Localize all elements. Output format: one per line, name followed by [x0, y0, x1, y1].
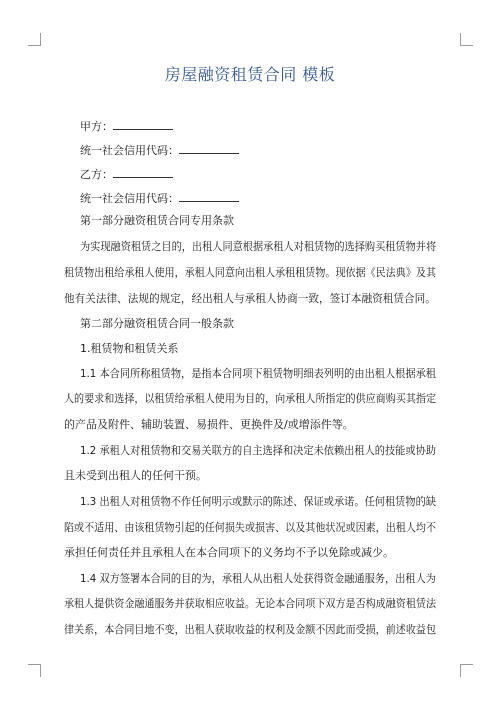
p14-line3: 律关系，本合同目地不变，出租人获取收益的权利及金额不因此而受损，前述收益包	[64, 623, 436, 636]
crop-mark-top-left	[28, 33, 41, 46]
p12-line2: 且未受到出租人的任何干预。	[64, 469, 207, 482]
part1-p1-line2: 租赁物出租给承租人使用，承租人同意向出租人承租租赁物。现依据《民法典》及其	[64, 266, 436, 279]
p13-line3: 承担任何责任并且承租人在本合同项下的义务均不予以免除或减少。	[64, 546, 394, 559]
p11-line1: 1.1 本合同所称租赁物，是指本合同项下租赁物明细表列明的由出租人根据承租	[80, 367, 436, 380]
party-b-line	[80, 166, 173, 182]
credit-code-line-1	[80, 142, 239, 158]
p11-line3: 的产品及附件、辅助装置、易损件、更换件及/或增添件等。	[64, 418, 354, 431]
credit-code-blank-2	[179, 190, 239, 202]
party-a-label: 甲方：	[80, 120, 113, 133]
credit-code-line-2	[80, 190, 239, 206]
credit-code-label-2: 统一社会信用代码：	[80, 192, 179, 205]
p14-line2: 承租人提供资金融通服务并获取相应收益。无论本合同项下双方是否构成融资租赁法	[64, 597, 436, 610]
credit-code-blank-1	[179, 142, 239, 154]
p11-line2: 人的要求和选择，以租赁给承租人使用为目的，向承租人所指定的供应商购买其指定	[64, 392, 436, 405]
p13-line2: 陷或不适用、由该租赁物引起的任何损失或损害、以及其他状况或因素，出租人均不	[64, 521, 436, 534]
crop-mark-bottom-left	[28, 664, 41, 677]
p13-line1: 1.3 出租人对租赁物不作任何明示或默示的陈述、保证或承诺。任何租赁物的缺	[80, 495, 436, 508]
part1-p1-line1: 为实现融资租赁之目的，出租人同意根据承租人对租赁物的选择购买租赁物并将	[80, 240, 437, 253]
crop-mark-top-right	[460, 33, 473, 46]
credit-code-label-1: 统一社会信用代码：	[80, 144, 179, 157]
party-b-label: 乙方：	[80, 168, 113, 181]
party-b-blank	[113, 166, 173, 178]
crop-mark-bottom-right	[460, 664, 473, 677]
party-a-line	[80, 118, 173, 134]
p14-line1: 1.4 双方签署本合同的目的为，承租人从出租人处获得资金融通服务，出租人为	[80, 572, 436, 585]
part1-heading: 第一部分融资租赁合同专用条款	[80, 214, 234, 227]
p12-line1: 1.2 承租人对租赁物和交易关联方的自主选择和决定未依赖出租人的技能或协助	[80, 444, 436, 457]
part1-p1-line3: 他有关法律、法规的规定，经出租人与承租人协商一致，签订本融资租赁合同。	[64, 292, 436, 305]
party-a-blank	[113, 118, 173, 130]
section1-heading: 1.租赁物和租赁关系	[80, 342, 179, 355]
part2-heading: 第二部分融资租赁合同一般条款	[80, 317, 234, 330]
document-title: 房屋融资租赁合同 模板	[164, 65, 336, 84]
